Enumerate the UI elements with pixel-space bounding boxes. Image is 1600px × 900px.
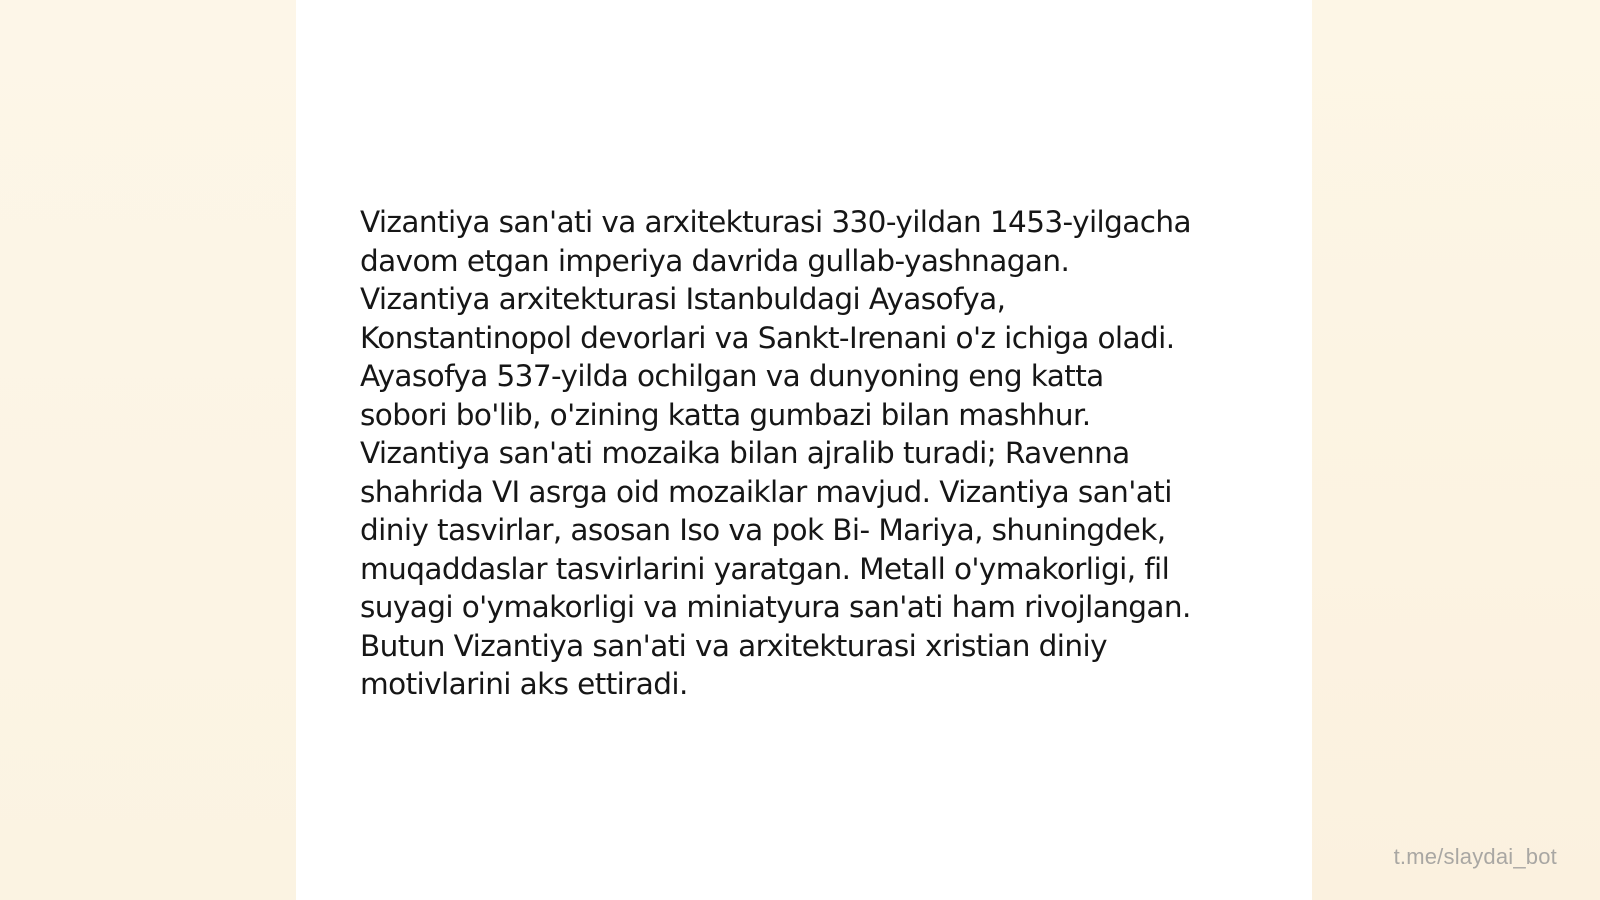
body-text-line: muqaddaslar tasvirlarini yaratgan. Metall o'ymakorligi, fil <box>360 551 1170 586</box>
body-text-line: davom etgan imperiya davrida gullab-yashnagan. <box>360 243 1070 278</box>
watermark-link: t.me/slaydai_bot <box>1393 844 1557 869</box>
body-text-line: suyagi o'ymakorligi va miniatyura san'ati ham rivojlangan. <box>360 590 1191 624</box>
slide-body-text <box>360 203 1240 704</box>
body-text-line: shahrida VI asrga oid mozaiklar mavjud. Vizantiya san'ati <box>360 474 1172 509</box>
body-text-line: diniy tasvirlar, asosan Iso va pok Bi- Mariya, shuningdek, <box>360 513 1166 547</box>
body-text-line: Vizantiya arxitekturasi Istanbuldagi Ayasofya, <box>360 282 1006 316</box>
body-text-line: motivlarini aks ettiradi. <box>360 667 688 701</box>
left-background-panel <box>0 0 296 900</box>
right-background-panel <box>1312 0 1600 900</box>
body-text-line: sobori bo'lib, o'zining katta gumbazi bilan mashhur. <box>360 397 1091 432</box>
body-text-line: Butun Vizantiya san'ati va arxitekturasi xristian diniy <box>360 628 1107 663</box>
body-text-line: Vizantiya san'ati va arxitekturasi 330-yildan 1453-yilgacha <box>360 205 1191 239</box>
body-text-line: Ayasofya 537-yilda ochilgan va dunyoning eng katta <box>360 359 1104 393</box>
body-text-line: Vizantiya san'ati mozaika bilan ajralib turadi; Ravenna <box>360 436 1130 470</box>
body-text-line: Konstantinopol devorlari va Sankt-Irenani o'z ichiga oladi. <box>360 320 1175 355</box>
